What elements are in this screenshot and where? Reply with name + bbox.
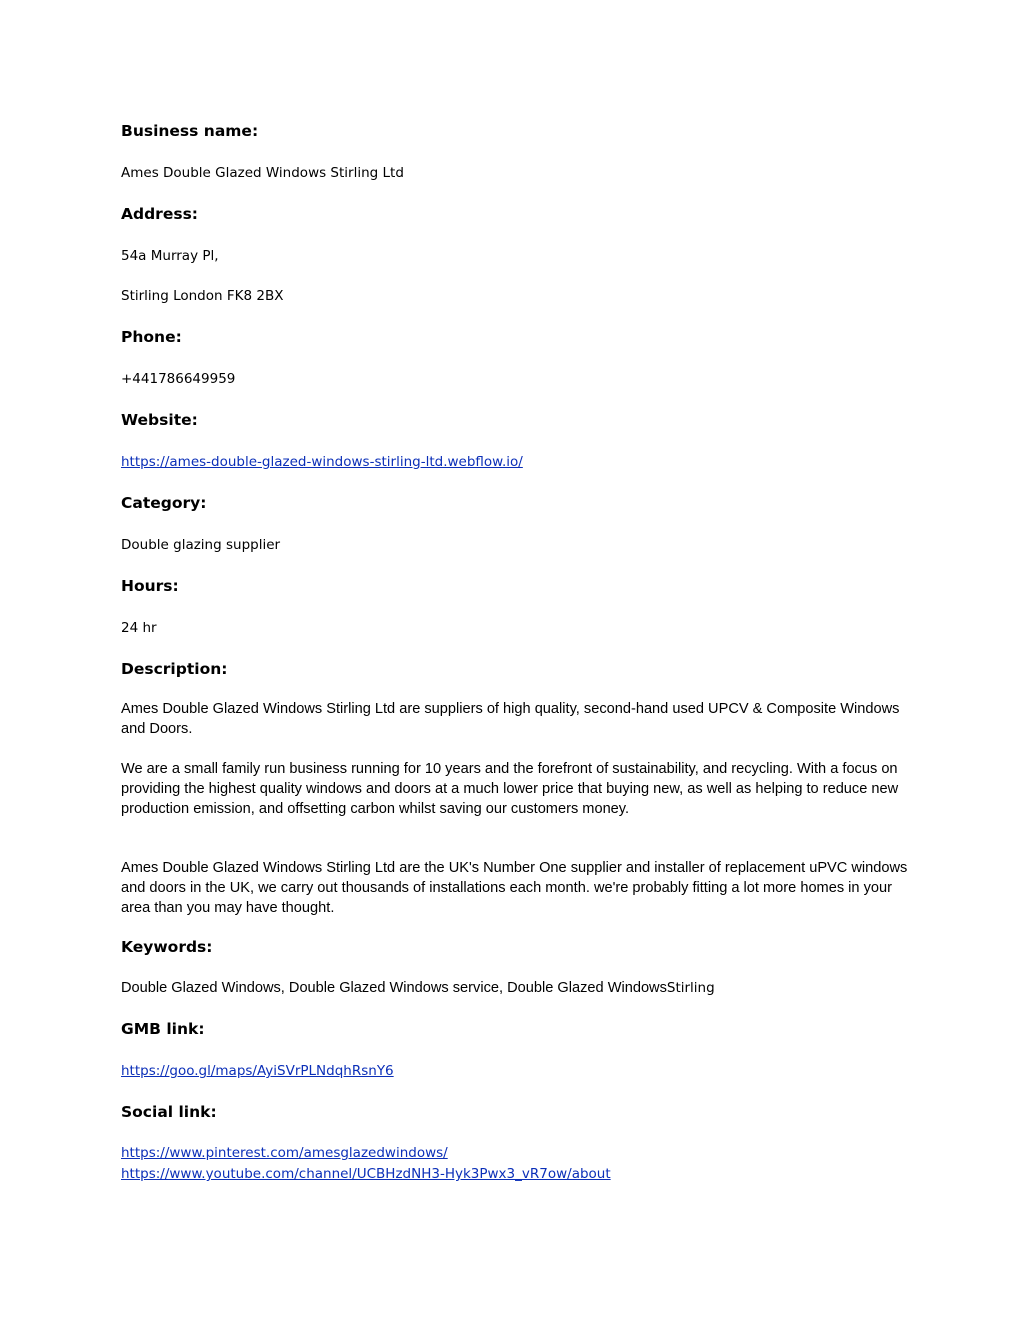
social-label: Social link: [121, 1103, 217, 1121]
website-link[interactable]: https://ames-double-glazed-windows-stirling-ltd.webflow.io/ [121, 454, 523, 470]
description-label: Description: [121, 660, 228, 678]
keywords-label: Keywords: [121, 938, 213, 956]
address-line-2: Stirling London FK8 2BX [121, 288, 284, 304]
phone-label: Phone: [121, 328, 182, 346]
website-label: Website: [121, 411, 198, 429]
gmb-link[interactable]: https://goo.gl/maps/AyiSVrPLNdqhRsnY6 [121, 1063, 394, 1079]
address-label: Address: [121, 205, 198, 223]
category-value: Double glazing supplier [121, 537, 281, 553]
address-line-1: 54a Murray Pl, [121, 248, 219, 264]
gmb-label: GMB link: [121, 1020, 205, 1038]
keywords-value [121, 980, 715, 996]
description-paragraph-1: Ames Double Glazed Windows Stirling Ltd are suppliers of high quality, second-hand used UPCV & Composite Windows and Doors. [121, 701, 900, 737]
keywords-text: Double Glazed Windows, Double Glazed Windows service, Double Glazed Windows [121, 980, 667, 996]
business-name-label: Business name: [121, 122, 259, 140]
hours-value: 24 hr [121, 620, 157, 636]
description-paragraph-2: We are a small family run business running for 10 years and the forefront of sustainability, and recycling. With a focus on providing the highest quality windows and doors at a much lower price that buying new, as well as helping to reduce new production emission, and offsetting carbon whilst saving our customers money. [121, 761, 899, 817]
social-link-pinterest[interactable]: https://www.pinterest.com/amesglazedwindows/ [121, 1145, 448, 1161]
hours-label: Hours: [121, 577, 179, 595]
phone-value: +441786649959 [121, 371, 236, 387]
category-label: Category: [121, 494, 207, 512]
business-name-value: Ames Double Glazed Windows Stirling Ltd [121, 165, 404, 181]
social-link-youtube[interactable]: https://www.youtube.com/channel/UCBHzdNH3-Hyk3Pwx3_vR7ow/about [121, 1166, 611, 1182]
keywords-text-tail: Stirling [666, 980, 715, 996]
description-paragraph-3: Ames Double Glazed Windows Stirling Ltd are the UK's Number One supplier and installer of replacement uPVC windows and doors in the UK, we carry out thousands of installations each month. we're probably fitting a lot more homes in your area than you may have thought. [121, 860, 908, 916]
